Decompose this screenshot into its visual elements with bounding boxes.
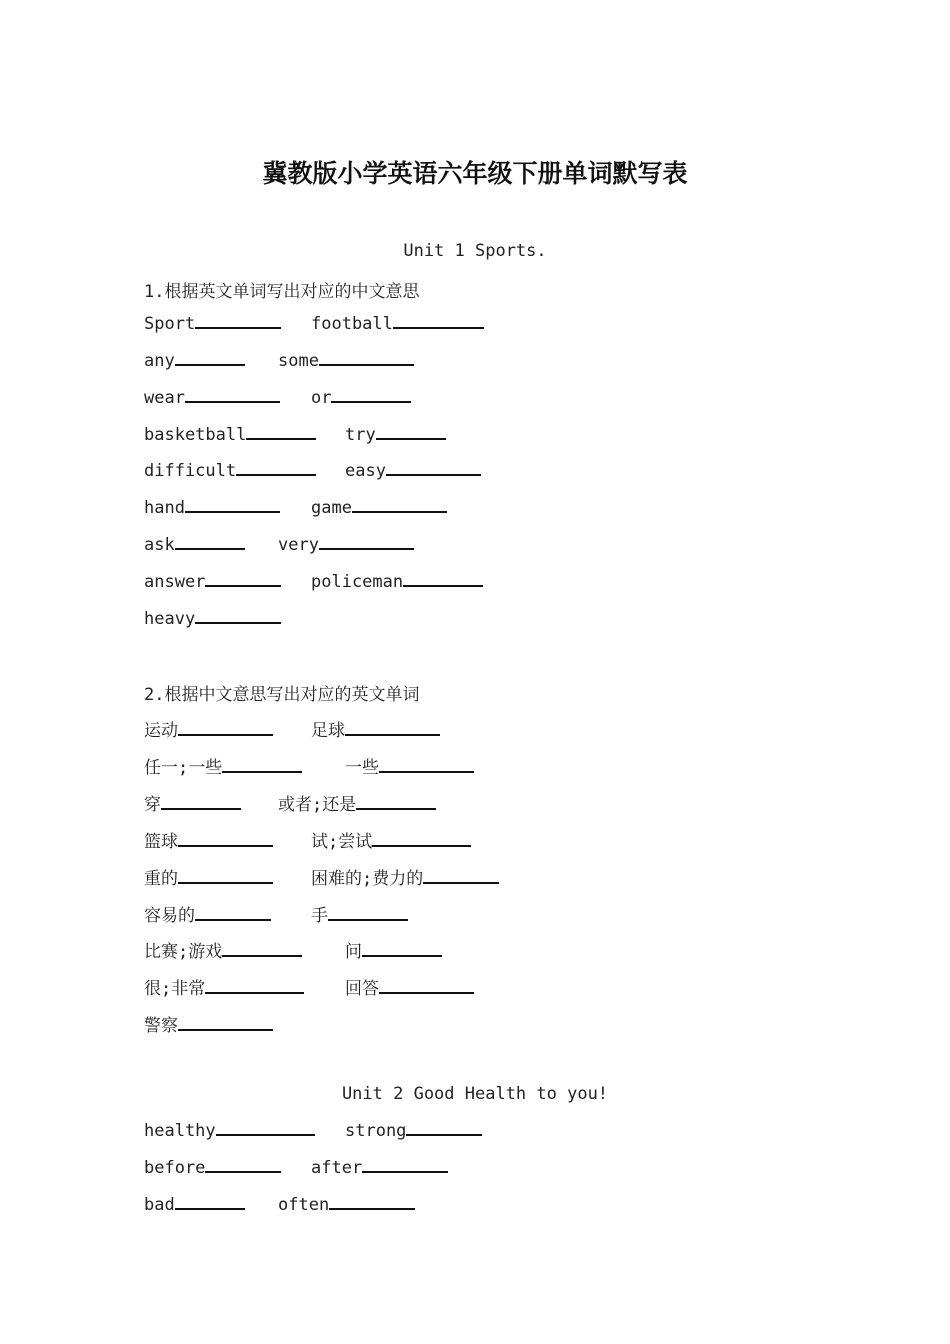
word: football bbox=[311, 314, 393, 334]
page-title: 冀教版小学英语六年级下册单词默写表 bbox=[262, 159, 688, 188]
word: try bbox=[345, 425, 376, 445]
unit1-part1-heading: 1.根据英文单词写出对应的中文意思 bbox=[144, 282, 420, 302]
word: 篮球 bbox=[144, 832, 178, 852]
answer-blank[interactable] bbox=[161, 794, 241, 810]
answer-blank[interactable] bbox=[175, 534, 245, 550]
answer-blank[interactable] bbox=[376, 424, 446, 440]
word: strong bbox=[345, 1121, 407, 1141]
answer-blank[interactable] bbox=[178, 720, 273, 736]
answer-blank[interactable] bbox=[403, 571, 483, 587]
word: 回答 bbox=[345, 979, 379, 999]
answer-blank[interactable] bbox=[423, 868, 499, 884]
word: some bbox=[278, 351, 319, 371]
word: 容易的 bbox=[144, 906, 195, 926]
word: 一些 bbox=[345, 758, 379, 778]
answer-blank[interactable] bbox=[319, 350, 414, 366]
answer-blank[interactable] bbox=[205, 1157, 281, 1173]
word: Sport bbox=[144, 314, 196, 334]
answer-blank[interactable] bbox=[328, 905, 408, 921]
answer-blank[interactable] bbox=[195, 313, 281, 329]
unit1-heading: Unit 1 Sports. bbox=[403, 241, 547, 261]
answer-blank[interactable] bbox=[352, 497, 447, 513]
word: wear bbox=[144, 388, 185, 408]
answer-blank[interactable] bbox=[345, 720, 440, 736]
word: 穿 bbox=[144, 795, 161, 815]
word: after bbox=[311, 1158, 363, 1178]
answer-blank[interactable] bbox=[178, 831, 273, 847]
word: 或者;还是 bbox=[278, 795, 357, 815]
answer-blank[interactable] bbox=[362, 1157, 448, 1173]
word: 问 bbox=[345, 942, 362, 962]
word: bad bbox=[144, 1195, 175, 1215]
answer-blank[interactable] bbox=[331, 387, 411, 403]
word: 足球 bbox=[311, 721, 345, 741]
word: 运动 bbox=[144, 721, 178, 741]
answer-blank[interactable] bbox=[362, 941, 442, 957]
word: basketball bbox=[144, 425, 247, 445]
word: hand bbox=[144, 498, 185, 518]
answer-blank[interactable] bbox=[379, 757, 474, 773]
answer-blank[interactable] bbox=[185, 497, 280, 513]
word: 很;非常 bbox=[144, 979, 206, 999]
answer-blank[interactable] bbox=[195, 905, 271, 921]
word: 试;尝试 bbox=[311, 832, 373, 852]
word: any bbox=[144, 351, 175, 371]
word: often bbox=[278, 1195, 330, 1215]
word: easy bbox=[345, 461, 386, 481]
answer-blank[interactable] bbox=[222, 941, 302, 957]
word: policeman bbox=[311, 572, 404, 592]
word: or bbox=[311, 388, 332, 408]
unit1-part2-heading: 2.根据中文意思写出对应的英文单词 bbox=[144, 685, 420, 705]
answer-blank[interactable] bbox=[356, 794, 436, 810]
answer-blank[interactable] bbox=[393, 313, 484, 329]
word: before bbox=[144, 1158, 206, 1178]
answer-blank[interactable] bbox=[236, 460, 316, 476]
answer-blank[interactable] bbox=[178, 1015, 273, 1031]
answer-blank[interactable] bbox=[222, 757, 302, 773]
answer-blank[interactable] bbox=[379, 978, 474, 994]
word: healthy bbox=[144, 1121, 216, 1141]
answer-blank[interactable] bbox=[205, 978, 304, 994]
answer-blank[interactable] bbox=[205, 571, 281, 587]
word: ask bbox=[144, 535, 175, 555]
word: game bbox=[311, 498, 352, 518]
word: very bbox=[278, 535, 319, 555]
answer-blank[interactable] bbox=[386, 460, 481, 476]
answer-blank[interactable] bbox=[175, 350, 245, 366]
unit2-heading: Unit 2 Good Health to you! bbox=[341, 1084, 609, 1104]
word: 重的 bbox=[144, 869, 178, 889]
word: 警察 bbox=[144, 1016, 178, 1036]
answer-blank[interactable] bbox=[178, 868, 273, 884]
answer-blank[interactable] bbox=[216, 1120, 315, 1136]
answer-blank[interactable] bbox=[185, 387, 280, 403]
answer-blank[interactable] bbox=[372, 831, 471, 847]
word: heavy bbox=[144, 609, 196, 629]
word: 任一;一些 bbox=[144, 758, 223, 778]
word: 手 bbox=[311, 906, 328, 926]
word: 比赛;游戏 bbox=[144, 942, 223, 962]
answer-blank[interactable] bbox=[319, 534, 414, 550]
answer-blank[interactable] bbox=[195, 608, 281, 624]
word: difficult bbox=[144, 461, 237, 481]
answer-blank[interactable] bbox=[175, 1194, 245, 1210]
word: 困难的;费力的 bbox=[311, 869, 424, 889]
word: answer bbox=[144, 572, 206, 592]
answer-blank[interactable] bbox=[406, 1120, 482, 1136]
answer-blank[interactable] bbox=[329, 1194, 415, 1210]
answer-blank[interactable] bbox=[246, 424, 316, 440]
